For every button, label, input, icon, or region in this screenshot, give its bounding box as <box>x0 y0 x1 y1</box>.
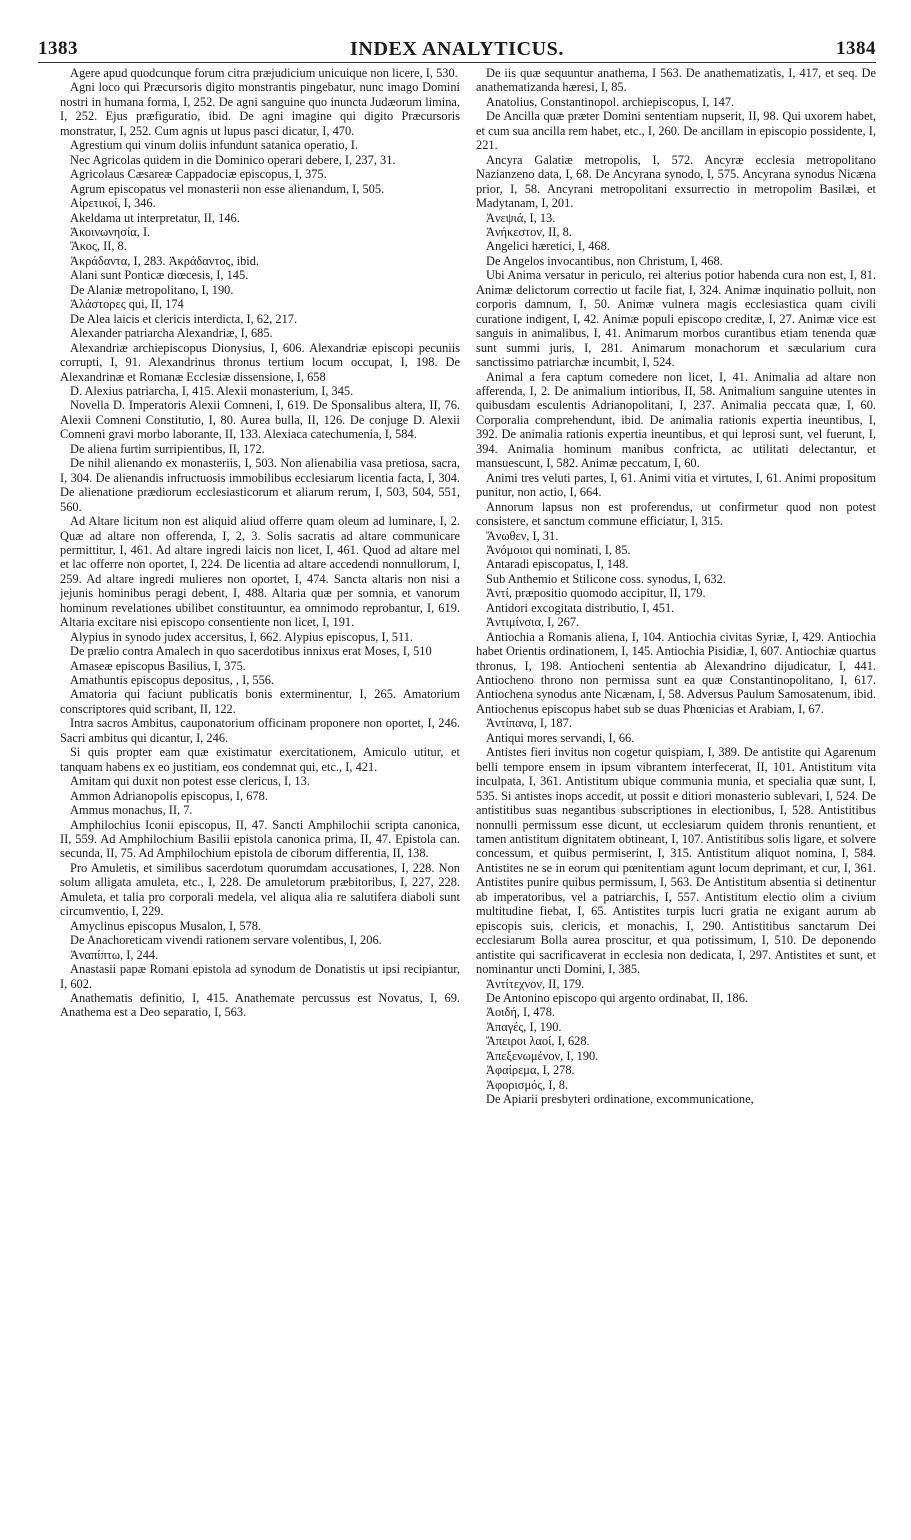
index-entry: Agere apud quodcunque forum citra præjudicium unicuique non licere, I, 530. <box>70 66 458 80</box>
index-entry: Antaradi episcopatus, I, 148. <box>486 557 629 572</box>
running-title: INDEX ANALYTICUS. <box>350 38 564 60</box>
index-entry: De Antonino episcopo qui argento ordinabat, II, 186. <box>486 991 748 1005</box>
index-entry: Pro Amuletis, et similibus sacerdotum quorumdam accusationes, I, 228. Non solum alligata amuleta, etc., I, 228. De amuletorum præbitoribus, I, 227, 228. Amuleta, et talia pro corporali medela, vel aliqua alia re salutifera diaboli sunt circumventio, I, 229. <box>60 860 460 919</box>
index-entry: Alani sunt Ponticæ diœcesis, I, 145. <box>70 268 249 283</box>
index-entry: Si quis propter eam quæ existimatur exercitationem, Amiculo utitur, et tanquam habens ex eo justitiam, eos condemnat qui, etc., I, 421. <box>60 745 460 774</box>
index-entry: De Angelos invocantibus, non Christum, I, 468. <box>486 253 723 268</box>
index-entry: Ἀφορισμός, I, 8. <box>486 1077 569 1092</box>
index-entry: Sub Anthemio et Stilicone coss. synodus, I, 632. <box>486 571 726 586</box>
index-entry: Amphilochius Iconii episcopus, II, 47. Sancti Amphilochii scripta canonica, II, 559. Ad Amphilochium Basilii epistola canonica prima, II, 47. Epistola can. secunda, II, 75. Ad Amphilochium epistola de ciborum differentia, II, 138. <box>60 817 460 861</box>
index-entry: Ἀνόμοιοι qui nominati, I, 85. <box>486 542 631 557</box>
index-entry: De iis quæ sequuntur anathema, I 563. De anathematizatis, I, 417, et seq. De anathematizanda hæresi, I, 85. <box>476 66 876 95</box>
index-entry: Ammon Adrianopolis episcopus, I, 678. <box>70 788 268 803</box>
index-entry: Ubi Anima versatur in periculo, rei alterius potior habenda cura non est, I, 81. Animæ delictorum correctio ut facile fiat, I, 324. Animæ inquinatio polluit, non corporis damnum, I, 50. Animæ vulnera magis ecclesiastica quam civili curatione indigent, I, 42. Animæ populi episcopo creditæ, I, 27. Animæ vice est sanguis in animalibus, I, 41. Animarum morbos curantibus etiam tenenda quæ sunt summi juris, I, 281. Animarum monachorum et sæcularium cura sanctissimo patriarchæ incumbit, I, 524. <box>476 268 876 370</box>
index-entry: Annorum lapsus non est proferendus, ut confirmetur quod non potest consistere, et sanctum commune efficiatur, I, 315. <box>476 499 876 529</box>
index-entry: De Alea laicis et clericis interdicta, I, 62, 217. <box>70 311 298 326</box>
page-header <box>38 38 876 62</box>
index-entry: Ἀπεξενωμένον, I, 190. <box>486 1048 599 1063</box>
index-entry: Amaseæ episcopus Basilius, I, 375. <box>70 658 246 673</box>
index-entry: Agni loco qui Præcursoris digito monstrantis pingebatur, nunc imago Domini nostri in humana forma, I, 252. De agni sanguine quo inuncta Judæorum limina, I, 252. Ejus præfiguratio, ibid. De agni imagine qui digito Præcursoris monstratur, I, 252. Cum agnis ut lupus pasci dicatur, I, 470. <box>60 80 460 138</box>
index-entry: Alexander patriarcha Alexandriæ, I, 685. <box>70 326 273 341</box>
index-entry: Angelici hæretici, I, 468. <box>486 239 610 254</box>
index-entry: Ἄπειροι λαοί, I, 628. <box>486 1034 590 1049</box>
index-entry: Ad Altare licitum non est aliquid aliud offerre quam oleum ad luminare, I, 2. Quæ ad altare non offerenda, I, 2, 3. Solis sacratis ad altare communicare permittitur, I, 461. Ad altare ingredi laicis non licet, I, 461. Quod ad altare mel et lac offerre non oportet, I, 224. De licentia ad altare accedendi nonnullorum, I, 259. Ad altare ingredi mulieres non oportet, I, 474. Sancta altaris non nisi a jejunis hominibus peragi debent, I, 488. Altaria quæ per somnia, et vanorum hominum revelationes ubilibet constituuntur, ea omnimodo reprobantur, I, 619. Altaria excitare nisi episcopo consentiente non licet, I, 191. <box>60 514 460 630</box>
index-entry: De Ancilla quæ præter Domini sententiam nupserit, II, 98. Qui uxorem habet, et cum sua ancilla rem habet, etc., I, 260. De ancillam in episcopio possidente, I, 221. <box>476 109 876 153</box>
index-entry: Anastasii papæ Romani epistola ad synodum de Donatistis ut ipsi recipiantur, I, 602. <box>60 962 460 991</box>
index-entry: Anathematis definitio, I, 415. Anathemate percussus est Novatus, I, 69. Anathema est a Deo separatio, I, 563. <box>60 991 460 1020</box>
index-entry: Agricolaus Cæsareæ Cappadociæ episcopus, I, 375. <box>70 167 327 182</box>
index-entry: Ἀοιδή, I, 478. <box>486 1005 555 1020</box>
index-entry: Ἀκράδαντα, I, 283. Ἀκράδαντος, ibid. <box>70 253 260 268</box>
index-entry: Anatolius, Constantinopol. archiepiscopus, I, 147. <box>486 94 735 109</box>
index-entry: Intra sacros Ambitus, cauponatorium officinam proponere non oportet, I, 246. Sacri ambitus qui dicantur, I, 246. <box>60 716 460 745</box>
index-entry: Nec Agricolas quidem in die Dominico operari debere, I, 237, 31. <box>70 152 396 167</box>
index-entry: Ἀνεψιά, I, 13. <box>486 210 556 225</box>
index-entry: Ἀπαγές, I, 190. <box>486 1019 562 1034</box>
index-entry: De prælio contra Amalech in quo sacerdotibus innixus erat Moses, I, 510 <box>70 644 432 659</box>
right-column <box>476 66 876 1107</box>
index-entry: Ἀντί, præpositio quomodo accipitur, II, 179. <box>486 586 706 601</box>
index-entry: Novella D. Imperatoris Alexii Comneni, I, 619. De Sponsalibus altera, II, 76. Alexii Comneni Constitutio, I, 80. Aurea bulla, II, 126. De conjuge D. Alexii Comneni gravi morbo laborante, II, 133. Alexiaca catechumenia, I, 584. <box>60 398 460 442</box>
index-entry: Ἄκος, II, 8. <box>70 239 127 254</box>
page-number-right: 1384 <box>836 38 876 59</box>
index-entry: Alexandriæ archiepiscopus Dionysius, I, 606. Alexandriæ episcopi pecuniis corrupti, I, 91. Alexandrinus thronus tertium locum occupat, I, 198. De Alexandrinæ et Romanæ Ecclesiæ dissensione, I, 658 <box>60 340 460 384</box>
index-entry: Amitam qui duxit non potest esse clericus, I, 13. <box>70 774 310 789</box>
index-entry: D. Alexius patriarcha, I, 415. Alexii monasterium, I, 345. <box>70 383 354 398</box>
index-entry: Agrum episcopatus vel monasterii non esse alienandum, I, 505. <box>70 181 385 196</box>
index-entry: Alypius in synodo judex accersitus, I, 662. Alypius episcopus, I, 511. <box>70 629 414 644</box>
index-entry: Ancyra Galatiæ metropolis, I, 572. Ancyræ ecclesia metropolitano Nazianzeno data, I, 68. De Ancyrana synodo, I, 575. Ancyrana synodus Nicæna prior, I, 58. Ancyrani metropolitani exsurrectio in metropolim Basilæi, et Madytanam, I, 201. <box>476 152 876 211</box>
index-entry: Ἀντίπανα, I, 187. <box>486 716 572 731</box>
left-column <box>60 66 460 1020</box>
index-entry: De nihil alienando ex monasteriis, I, 503. Non alienabilia vasa pretiosa, sacra, I, 304. De alienandis infructuosis immobilibus ecclesiarum licentia facta, I, 304. De alienatione prædiorum ecclesiasticorum et aliarum rerum, I, 503, 504, 551, 560. <box>60 456 460 514</box>
index-entry: De aliena furtim surripientibus, II, 172. <box>70 441 265 456</box>
index-entry: Antiqui mores servandi, I, 66. <box>486 730 635 745</box>
index-entry: Ἀνήκεστον, II, 8. <box>486 224 572 239</box>
index-entry: Amathuntis episcopus depositus, , I, 556. <box>70 673 275 688</box>
index-entry: Animi tres veluti partes, I, 61. Animi vitia et virtutes, I, 61. Animi propositum punitur, non actio, I, 664. <box>476 470 876 500</box>
index-entry: Ἄνωθεν, I, 31. <box>486 528 559 543</box>
index-entry: Akeldama ut interpretatur, II, 146. <box>70 210 240 225</box>
index-entry: Ἀλάστορες qui, II, 174 <box>70 297 184 312</box>
page-number-left: 1383 <box>38 38 78 59</box>
index-entry: Ἀφαίρεμα, I, 278. <box>486 1063 575 1078</box>
index-entry: De Alaniæ metropolitano, I, 190. <box>70 282 234 297</box>
header-rule <box>38 62 876 63</box>
index-entry: Antiochia a Romanis aliena, I, 104. Antiochia civitas Syriæ, I, 429. Antiochia habet Orientis ordinationem, I, 145. Antiochia Pisidiæ, I, 607. Antiochiæ quartus thronus, I, 198. Antiocheni sententia ab Alexandrino dijudicatur, I, 441. Antiocheno throno non permissa sunt ea quæ Constantinopolitano, I, 617. Antiochena synodus ante Nicænam, I, 58. Adversus Paulum Samosatenum, ibid. Antiochenus episcopus habet sub se duas Phœnicias et Arabiam, I, 67. <box>476 629 876 716</box>
index-entry: Antidori excogitata distributio, I, 451. <box>486 600 675 615</box>
index-entry: Ἀκοινωνησία, I. <box>70 224 151 239</box>
index-entry: Ἀντίτεχνον, II, 179. <box>486 976 585 991</box>
index-entry: Ἀναπίπτω, I, 244. <box>70 947 159 962</box>
index-entry: Agrestium qui vinum doliis infundunt satanica operatio, I. <box>70 138 359 153</box>
index-entry: Amatoria qui faciunt publicatis bonis exterminentur, I, 265. Amatorium conscriptores quid scribant, II, 122. <box>60 687 460 716</box>
index-entry: Animal a fera captum comedere non licet, I, 41. Animalia ad altare non afferenda, I, 2. De animalium intioribus, II, 58. Animalium sanguine utentes in quibusdam esculentis Adrianopolitani, I, 237. Animalia peccata quæ, I, 60. Corporalia comprehendunt, ibid. De animalia rationis expertia ineuntibus, I, 392. De animalia rationis expertia ineuntibus, et qui leprosi sunt, vel fuerunt, I, 394. Animalia hominum manibus confricta, ac utilitati delectantur, et mansuescunt, I, 582. Animæ peccatum, I, 60. <box>476 369 876 471</box>
index-entry: Αἱρετικοί, I, 346. <box>70 196 156 211</box>
index-entry: De Anachoreticam vivendi rationem servare volentibus, I, 206. <box>70 933 382 948</box>
index-entry: Amyclinus episcopus Musalon, I, 578. <box>70 918 262 933</box>
index-entry: Ἀντιμίνσια, I, 267. <box>486 615 580 630</box>
index-entry: Antistes fieri invitus non cogetur quispiam, I, 389. De antistite qui Agarenum belli tempore ensem in ipsum vibrantem interfecerat, II, 101. Antistitum vita inculpata, I, 361. Antistitum ubique communia munia, et specialia quæ sunt, I, 535. Si antistes inops accedit, ut possit e ditiori monasterio sublevari, I, 524. De antistitibus suas negantibus subscriptiones in electionibus, I, 528. Antistitibus nonnulli permissum esse dicunt, ut ecclesiarum quidem thronis renuntient, et tamen antistitum dignitatem obtineant, I, 107. Antistitibus solis ligare, et solvere concessum, et quibus permiserint, I, 315. Antistitum aliquot nomina, I, 584. Antistites ne se in eorum qui pœnitentiam agunt locum deprimant, et cur, I, 361. Antistites punire quibus permissum, I, 563. De Antistitum absentia si detinentur ab imperatoribus, vel a patriarchis, I, 557. Antistitum electio olim a civium multitudine fiebat, I, 65. Antistites turpis lucri gratia ne exigant aurum ab episcopis suis, clericis, et monachis, I, 290. Antistitibus sanctarum Dei ecclesiarum Bolla aurea proscitur, et qua potissimum, I, 510. De deponendo antistite qui sacrificaverat in ecclesia non dedicata, I, 297. Antistites et sunt, et nominantur uncti Domini, I, 385. <box>476 745 876 977</box>
index-entry: De Apiarii presbyteri ordinatione, excommunicatione, <box>486 1092 754 1107</box>
index-entry: Ammus monachus, II, 7. <box>70 803 193 818</box>
